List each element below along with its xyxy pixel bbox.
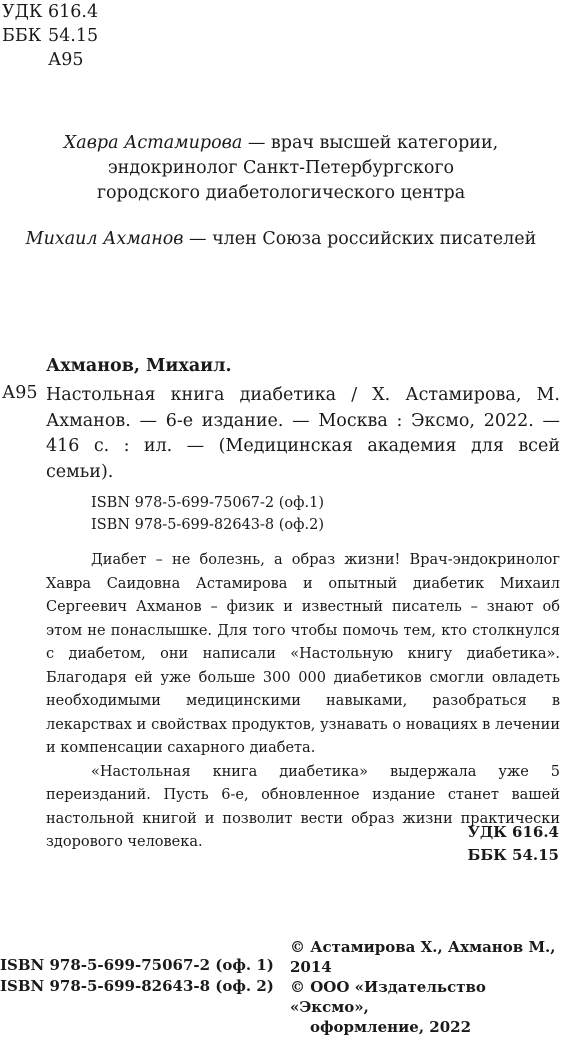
copyright-authors: © Астамирова Х., Ахманов М., 2014 — [290, 938, 556, 976]
annotation-paragraph: Диабет – не болезнь, а образ жизни! Врач-эндокринолог Хавра Саидовна Астамирова и опытный диабетик Михаил Сергеевич Ахманов – физик и известный писатель – знают об этом не понаслышке. Для того чтобы помочь тем, кто столкнулся с диабетом, они написали «Настольную книгу диабетика». Благодаря ей уже больше 300 000 диабетиков смогли овладеть необходимыми медицинскими навыками, разобраться в лекарствах и свойствах продуктов, узнавать о новациях в лечении и компенсации сахарного диабета. — [46, 552, 560, 756]
copyright-design: оформление, 2022 — [310, 1018, 472, 1036]
bbk-label: ББК — [2, 26, 42, 46]
author-note-line: эндокринолог Санкт-Петербургского — [107, 158, 455, 178]
author-note-line — [0, 131, 562, 156]
annotation — [46, 549, 560, 855]
udk-row — [2, 0, 98, 24]
annotation-paragraph: «Настольная книга диабетика» выдержала уже 5 переизданий. Пусть 6-е, обновленное издание станет вашей настольной книгой и позволит вести образ жизни практически здорового человека. — [46, 763, 560, 850]
author-mark: А95 — [48, 50, 84, 70]
author-notes — [0, 131, 562, 252]
classification-codes-right — [468, 821, 559, 866]
footer-isbn-1: ISBN 978-5-699-75067-2 (оф. 1) — [0, 956, 274, 974]
author-mark-row — [2, 48, 98, 72]
bib-isbn-1: ISBN 978-5-699-75067-2 (оф.1) — [91, 495, 324, 511]
author-note-line — [0, 227, 562, 252]
bib-entry: Настольная книга диабетика / Х. Астамирова, М. Ахманов. — 6-е издание. — Москва : Эксмо, 2022. — 416 с. : ил. — (Медицинская академия для всей семьи). — [46, 385, 560, 483]
first-author-name: Хавра Астамирова — [63, 133, 243, 153]
second-author-desc: — член Союза российских писателей — [183, 229, 537, 249]
udk-label: УДК — [2, 2, 43, 22]
bib-isbn-list — [91, 492, 324, 536]
classification-codes — [2, 0, 98, 72]
copyright-publisher: © ООО «Издательство «Эксмо», — [290, 978, 486, 1016]
footer-isbn-2: ISBN 978-5-699-82643-8 (оф. 2) — [0, 977, 274, 995]
second-author-name: Михаил Ахманов — [25, 229, 184, 249]
footer-copyright — [290, 937, 562, 1037]
bbk-code: ББК 54.15 — [467, 845, 559, 864]
bib-code: А95 — [2, 383, 38, 403]
udk-code: УДК 616.4 — [467, 823, 559, 841]
udk-value: 616.4 — [48, 2, 99, 22]
bbk-row — [2, 24, 98, 48]
author-note-line: городского диабетологического центра — [96, 183, 466, 203]
bib-heading: Ахманов, Михаил. — [46, 356, 232, 376]
bbk-value: 54.15 — [48, 26, 99, 46]
first-author-desc: — врач высшей категории, — [242, 133, 499, 153]
footer-isbn — [0, 955, 274, 997]
bib-isbn-2: ISBN 978-5-699-82643-8 (оф.2) — [91, 517, 324, 533]
